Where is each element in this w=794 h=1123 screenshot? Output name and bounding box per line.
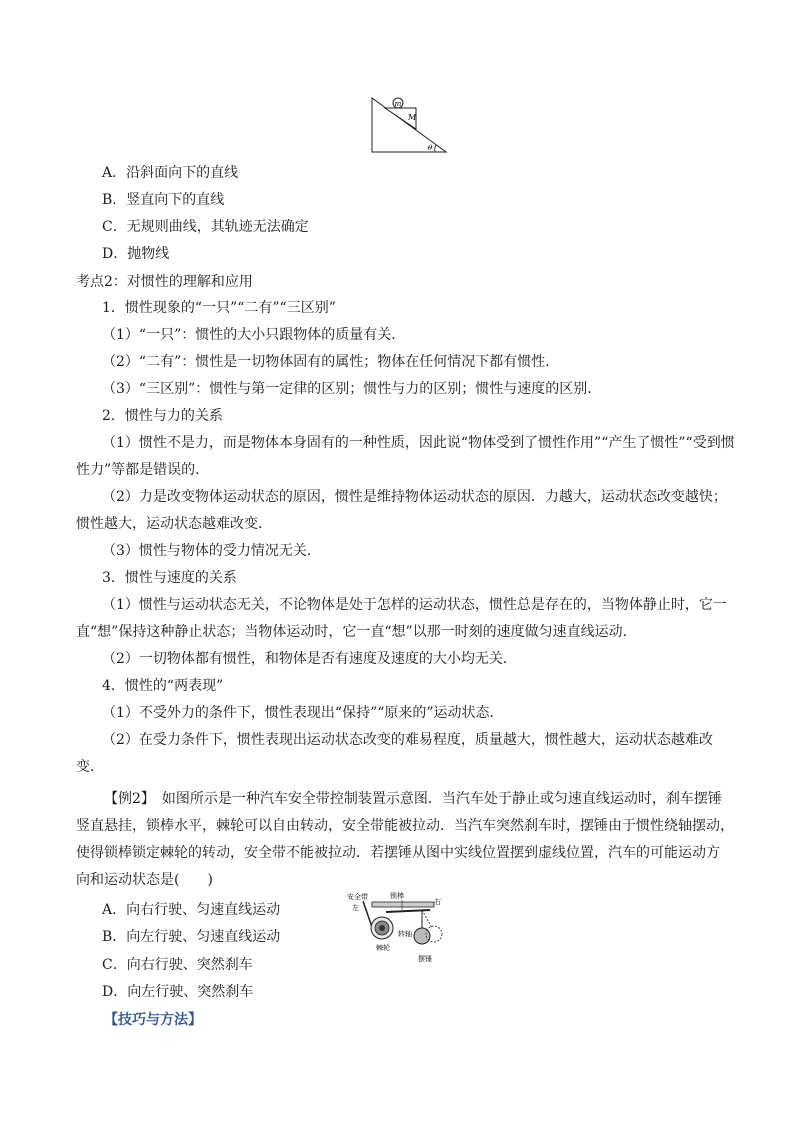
q1-option-a: A．沿斜面向下的直线 [102,165,239,181]
point4-item2-line2: 变． [76,759,104,775]
lock-bar-label: 锁棒 [390,892,404,900]
seatbelt-mechanism-figure [346,890,458,968]
m-label: m [394,100,402,108]
M-label: M [408,113,417,122]
theta-label: θ [428,144,433,152]
q1-option-b: B．竖直向下的直线 [102,192,225,208]
point1-item2: （2）“二有”：惯性是一切物体固有的属性；物体在任何情况下都有惯性． [102,354,560,370]
example2-line3: 使得锁棒锁定棘轮的转动，安全带不能被拉动．若摆锤从图中实线位置摆到虚线位置，汽车的可能运动方 [76,845,720,861]
ratchet-hub [379,925,385,931]
example2-option-b: B．向左行驶、匀速直线运动 [102,929,281,945]
top-rail [372,902,434,907]
point2-item3: （3）惯性与物体的受力情况无关． [102,543,321,559]
right-label: 右 [434,898,441,906]
pendulum-weight [414,928,430,944]
point1-item1: （1）“一只”：惯性的大小只跟物体的质量有关． [102,327,406,343]
left-label: 左 [352,904,359,912]
incline-figure [366,94,452,156]
pendulum-rod-dashed [422,910,432,928]
q1-option-c: C．无规则曲线，其轨迹无法确定 [102,219,309,235]
point3-item1-line1: （1）惯性与运动状态无关，不论物体是处于怎样的运动状态，惯性总是存在的，当物体静止时，它一 [102,597,727,613]
example2-option-c: C．向右行驶、突然刹车 [102,957,253,973]
q1-option-d: D．抛物线 [102,246,170,262]
belt-label: 安全带 [347,893,368,901]
example2-option-d: D．向左行驶、突然刹车 [102,984,254,1000]
section-heading: 考点2：对惯性的理解和应用 [76,274,253,290]
example2-line2: 竖直悬挂，锁棒水平，棘轮可以自由转动，安全带能被拉动．当汽车突然刹车时，摆锤由于惯性绕轴摆动， [76,818,734,834]
point4-item1: （1）不受外力的条件下，惯性表现出“保持”“原来的”运动状态． [102,705,504,721]
point1-item3: （3）“三区别”：惯性与第一定律的区别；惯性与力的区别；惯性与速度的区别． [102,381,602,397]
point3-item2: （2）一切物体都有惯性，和物体是否有速度及速度的大小均无关． [102,651,517,667]
example2-option-a: A．向右行驶、匀速直线运动 [102,902,281,918]
point2-item2-line1: （2）力是改变物体运动状态的原因，惯性是维持物体运动状态的原因．力越大，运动状态改变越快； [102,489,727,505]
point4-title: 4．惯性的“两表现” [102,678,224,694]
point3-item1-line2: 直“想”保持这种静止状态；当物体运动时，它一直“想”以那一时刻的速度做匀速直线运动． [76,624,637,640]
point2-item1-line2: 性力”等都是错误的． [76,462,210,478]
point1-title: 1．惯性现象的“一只”“二有”“三区别” [102,300,336,316]
example2-line1: 【例2】 如图所示是一种汽车安全带控制装置示意图．当汽车处于静止或匀速直线运动时，刹车摆锤 [104,791,722,807]
lock-bar [386,910,430,912]
pendulum-label: 摆锤 [418,955,432,963]
axle-label: 转轴 [398,930,412,938]
point4-item2-line1: （2）在受力条件下，惯性表现出运动状态改变的难易程度，质量越大，惯性越大，运动状态越难改 [102,732,713,748]
point2-item1-line1: （1）惯性不是力，而是物体本身固有的一种性质，因此说“物体受到了惯性作用”“产生了惯性”“受到惯 [102,435,735,451]
example2-line4: 向和运动状态是( ) [76,872,213,888]
point3-title: 3．惯性与速度的关系 [102,570,237,586]
tips-heading: 【技巧与方法】 [104,1012,202,1028]
theta-arc [435,145,436,152]
ratchet-label: 棘轮 [376,944,390,952]
point2-item2-line2: 惯性越大，运动状态越难改变． [76,516,272,532]
incline-wedge [372,98,446,152]
point2-title: 2．惯性与力的关系 [102,408,223,424]
